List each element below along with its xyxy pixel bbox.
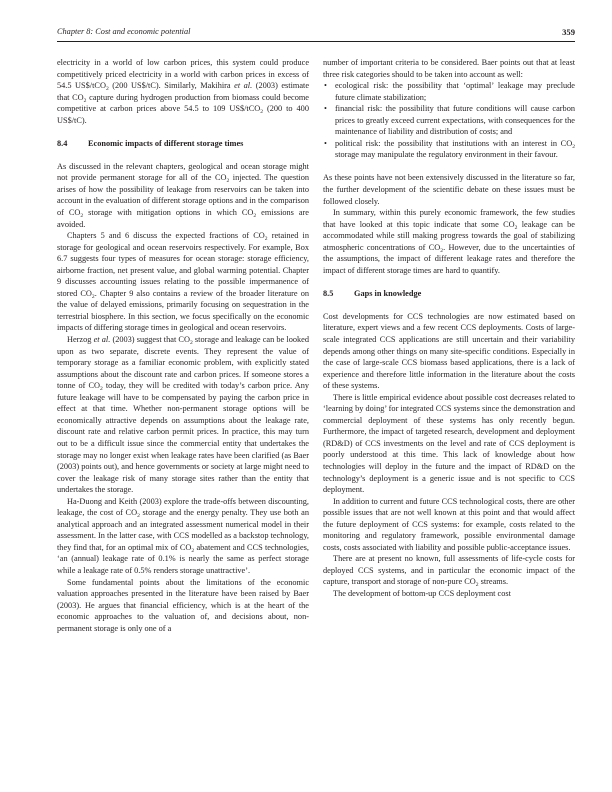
paragraph-debate: As these points have not been extensively discussed in the literature so far, the further development of the scientific debate on these issues must be followed closely.: [323, 173, 575, 206]
right-column: [323, 57, 575, 767]
paragraph-life-cycle-costs: There are at present no known, full assessments of life-cycle costs for deployed CCS systems, and in particular the economic impact of the capture, transport and storage of non-pure $CO_2$ streams.: [323, 554, 575, 589]
section-heading-8-4: 8.4 Economic impacts of different storage times: [57, 138, 244, 148]
list-item-ecological-risk: • ecological risk: the possibility that ‘optimal’ leakage may preclude future climate stabilization;: [324, 81, 575, 102]
paragraph-baer-limitations: Some fundamental points about the limitations of the economic valuation approaches presented in the literature have been raised by Baer (2003). He argues that financial efficiency, which is at the heart of the economic approaches to the valuation of, and decisions about, non-permanent storage is only one of a: [57, 577, 309, 633]
paragraph-biomass-electricity: electricity in a world of low carbon prices, this system could produce competitively priced electricity in a world with carbon prices in excess of 54.5 US$/tCO$_2$ (200 US$/tC). Similarly, Makihira et al. (2003) estimate that $CO_2$ capture during hydrogen production from biomass could become competitive at carbon prices above 54.5 to 109 US$/tCO$_2$ (200 to 400 US$/tC).: [57, 58, 310, 125]
chapter-title: Chapter 8: Cost and economic potential: [57, 27, 191, 36]
section-heading-8-5: 8.5 Gaps in knowledge: [323, 288, 422, 298]
list-item-political-risk: • political risk: the possibility that institutions with an interest in $CO_2$ storage may manipulate the regulatory environment in their favour.: [324, 138, 575, 160]
paragraph-bottom-up: The development of bottom-up CCS deployment cost: [333, 589, 511, 599]
bullet-icon: •: [324, 104, 327, 114]
paragraph-learning-by-doing: There is little empirical evidence about possible cost decreases related to ‘learning by doing’ for integrated CCS systems since the demonstration and commercial deployment of these systems has only recently begun. Furthermore, the impact of targeted research, development and deployment (RD&D) of CCS investments on the level and rate of CCS deployment is poorly understood at this time. This lack of knowledge about how technologies will deploy in the future and the impact of RD&D on the technology’s deployment is a generic issue and is not specific to CCS deployment.: [323, 392, 575, 495]
paragraph-storage-permanence: As discussed in the relevant chapters, geological and ocean storage might not provide permanent storage for all of the $CO_2$ injected. The question arises of how the possibility of leakage from reservoirs can be taken into account in the evaluation of different storage options and in the comparison of $CO_2$ storage with mitigation options in which $CO_2$ emissions are avoided.: [57, 161, 310, 229]
paragraph-ha-duong-keith: Ha-Duong and Keith (2003) explore the trade-offs between discounting, leakage, the cost of $CO_2$ storage and the energy penalty. They use both an analytical approach and an integrated assessment numerical model in their assessment. In the latter case, with CCS modelled as a backstop technology, they find that, for an optimal mix of $CO_2$ abatement and CCS technologies, ‘an (annual) leakage rate of 0.1% is nearly the same as perfect storage while a leakage rate of 0.5% renders storage unattractive’.: [57, 496, 309, 575]
list-item-financial-risk: • financial risk: the possibility that future conditions will cause carbon prices to greatly exceed current expectations, with consequences for the maintenance of liability and distribution of costs; and: [324, 104, 575, 137]
paragraph-cost-developments: Cost developments for CCS technologies are now estimated based on literature, expert views and a few recent CCS deployments. Costs of large-scale integrated CCS applications are still uncertain and their variability depends among other things on many site-specific conditions. Especially in the case of large-scale CCS biomass based applications, there is a lack of experience and therefore little information in the literature about the costs of these systems.: [323, 311, 575, 391]
paragraph-baer-criteria: number of important criteria to be considered. Baer points out that at least three risk categories should to be taken into account as well:: [323, 58, 575, 79]
paragraph-summary: In summary, within this purely economic framework, the few studies that have looked at this topic indicate that some $CO_2$ leakage can be accommodated while still making progress towards the goal of stabilizing atmospheric concentrations of $CO_2$. However, due to the uncertainties of the assumptions, the impact of different leakage rates and therefore the impact of different storage times are hard to quantify.: [323, 208, 575, 275]
running-header: [57, 27, 575, 40]
page-number: 359: [562, 27, 575, 37]
paragraph-chapters-5-6: Chapters 5 and 6 discuss the expected fractions of $CO_2$ retained in storage for geological and ocean reservoirs respectively. For example, Box 6.7 suggests four types of measures for ocean storage: storage efficiency, airborne fraction, net present value, and global warming potential. Chapter 9 discusses accounting issues relating to the possible impermanence of stored $CO_2$. Chapter 9 also contains a review of the broader literature on the value of delayed emissions, primarily focusing on sequestration in the terrestrial biosphere. In this section, we focus specifically on the economic impacts of differing storage times in geological and ocean reservoirs.: [57, 231, 309, 333]
paragraph-other-issues: In addition to current and future CCS technological costs, there are other possible issues that are not well known at this point and that would affect the future deployment of CCS systems: for example, costs related to the monitoring and regulatory framework, possible environmental damage costs, costs associated with liability and possible public-acceptance issues.: [323, 496, 575, 552]
risk-category-list: [323, 80, 575, 161]
left-column: [57, 57, 309, 767]
header-rule: [57, 41, 575, 42]
bullet-icon: •: [324, 81, 327, 91]
paragraph-herzog: Herzog et al. (2003) suggest that $CO_2$ storage and leakage can be looked upon as two separate, discrete events. They represent the value of temporary storage as a familiar economic problem, with explicitly stated assumptions about the discount rate and carbon prices. If someone stores a tonne of $CO_2$ today, they will be credited with today’s carbon price. Any future leakage will have to be compensated by paying the carbon price in effect at that time. Whether non-permanent storage options will be economically attractive depends on assumptions about the leakage rate, discount rate and relative carbon permit prices. In practice, this may turn out to be a difficult issue since the commercial entity that undertakes the storage may no longer exist when leakage rates have been clarified (as Baer (2003) points out), and hence governments or society at large might need to cover the leakage risk of many storage sites rather than the entity that undertakes the storage.: [57, 335, 309, 495]
bullet-icon: •: [324, 138, 327, 148]
